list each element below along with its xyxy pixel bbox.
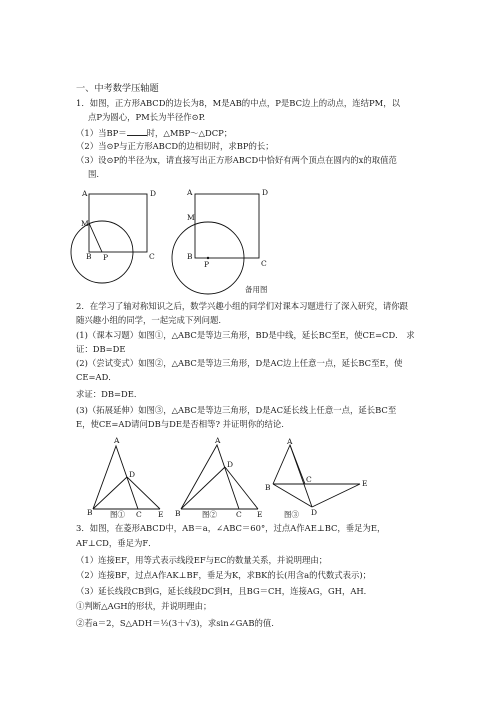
label-d: D bbox=[262, 188, 269, 197]
problem-2-question-2-line-1: (2)（尝试变式）如图②，△ABC是等边三角形，D是AC边上任意一点，延长BC至E，使 bbox=[76, 358, 403, 368]
problem-3-statement-line-1: 3．如图，在菱形ABCD中，AB＝a，∠ABC＝60°，过点A作AE⊥BC，垂足为E， bbox=[76, 523, 386, 533]
problem-1-statement-line-1: 1．如图，正方形ABCD的边长为8，M是AB的中点，P是BC边上的动点，连结PM，以 bbox=[76, 98, 400, 108]
label-c: C bbox=[236, 510, 242, 519]
problem-1-question-2: （2）当⊙P与正方形ABCD的边相切时，求BP的长； bbox=[76, 141, 274, 151]
problem-2-question-2-line-2: CE=AD． bbox=[76, 372, 117, 382]
label-c: C bbox=[261, 259, 267, 268]
problem-3-question-3-part-2: ②若a＝2，S△ADH＝½(3＋√3)，求sin∠GAB的值. bbox=[76, 618, 274, 628]
problem-2-figure-3 bbox=[260, 437, 380, 521]
question-1-suffix: 时，△MBP～△DCP； bbox=[146, 128, 233, 138]
label-p: P bbox=[204, 260, 210, 269]
segment-bd bbox=[181, 467, 225, 509]
problem-1-figure-main bbox=[70, 186, 170, 296]
problem-1-question-3-line-2: 围. bbox=[88, 169, 100, 179]
label-d: D bbox=[311, 508, 318, 517]
problem-1-question-1 bbox=[76, 127, 232, 139]
label-e: E bbox=[257, 510, 263, 519]
question-1-prefix: （1）当BP＝ bbox=[76, 128, 127, 138]
label-b: B bbox=[187, 252, 193, 261]
label-d: D bbox=[150, 189, 157, 198]
label-m: M bbox=[81, 219, 89, 228]
section-title: 一、中考数学压轴题 bbox=[76, 83, 159, 94]
problem-2-figure-2 bbox=[175, 437, 265, 517]
figure-caption-spare: 备用图 bbox=[245, 285, 268, 294]
problem-2-question-2-line-3: 求证：DB=DE． bbox=[76, 389, 143, 399]
label-c: C bbox=[149, 252, 155, 261]
segment-pm bbox=[89, 223, 102, 252]
problem-2-question-1-line-2: 证：DB=DE bbox=[76, 344, 126, 354]
problem-3-question-2: （2）连接BF，过点A作AK⊥BF，垂足为K，求BK的长(用含a的代数式表示)； bbox=[76, 570, 372, 580]
problem-3-question-3-part-1: ①判断△AGH的形状，并说明理由； bbox=[76, 601, 212, 611]
caption-figure-1: 图① bbox=[110, 510, 125, 519]
label-e: E bbox=[362, 479, 368, 488]
label-b: B bbox=[86, 252, 92, 261]
label-a: A bbox=[187, 188, 193, 197]
label-a: A bbox=[114, 436, 120, 445]
problem-1-statement-line-2: 点P为圆心，PM长为半径作⊙P. bbox=[88, 112, 206, 122]
label-c: C bbox=[306, 475, 312, 484]
segment-de bbox=[225, 467, 258, 509]
segment-bd bbox=[93, 477, 127, 509]
point-p bbox=[207, 257, 209, 259]
label-e: E bbox=[158, 510, 164, 519]
problem-1-question-3-line-1: （3）设⊙P的半径为x，请直接写出正方形ABCD中恰好有两个顶点在圆内的x的取值范 bbox=[76, 155, 397, 165]
label-p: P bbox=[103, 253, 109, 262]
label-d: D bbox=[129, 470, 136, 479]
problem-2-question-3-line-1: (3)（拓展延伸）如图③，△ABC是等边三角形，D是AC延长线上任意一点，延长BC至 bbox=[76, 405, 397, 415]
caption-figure-2: 图② bbox=[202, 510, 217, 519]
caption-figure-3: 图③ bbox=[284, 510, 299, 519]
label-m: M bbox=[187, 213, 195, 222]
label-d: D bbox=[227, 460, 234, 469]
square-abcd-spare bbox=[195, 194, 259, 258]
problem-2-statement-line-2: 随兴趣小组的同学，一起完成下列问题. bbox=[76, 315, 222, 325]
problem-2-question-3-line-2: E，使CE=AD请问DB与DE是否相等? 并证明你的结论. bbox=[76, 419, 284, 429]
problem-2-figure-1 bbox=[86, 437, 166, 517]
label-a: A bbox=[215, 436, 221, 445]
label-b: B bbox=[265, 483, 271, 492]
label-b: B bbox=[175, 509, 181, 518]
segment-de bbox=[312, 484, 360, 507]
problem-3-question-3: （3）延长线段CB到G，延长线段DC到H，且BG＝CH，连接AG，GH，AH． bbox=[76, 586, 373, 596]
label-a: A bbox=[287, 437, 293, 446]
problem-3-statement-line-2: AF⊥CD，垂足为F． bbox=[76, 538, 157, 548]
answer-blank bbox=[127, 127, 147, 136]
label-a: A bbox=[82, 189, 88, 198]
problem-3-question-1: （1）连接EF，用等式表示线段EF与EC的数量关系，并说明理由； bbox=[76, 555, 328, 565]
label-b: B bbox=[87, 508, 93, 517]
problem-2-question-1-line-1: (1)（课本习题）如图①，△ABC是等边三角形，BD是中线，延长BC至E，使CE=CD． 求 bbox=[76, 330, 415, 340]
triangle-abc bbox=[273, 445, 305, 484]
segment-bd bbox=[273, 484, 312, 507]
problem-1-figure-spare bbox=[170, 186, 280, 296]
triangle-abc bbox=[181, 445, 239, 509]
label-c: C bbox=[136, 510, 142, 519]
problem-2-statement-line-1: 2．在学习了轴对称知识之后，数学兴趣小组的同学们对课本习题进行了深入研究，请你跟 bbox=[76, 301, 408, 311]
